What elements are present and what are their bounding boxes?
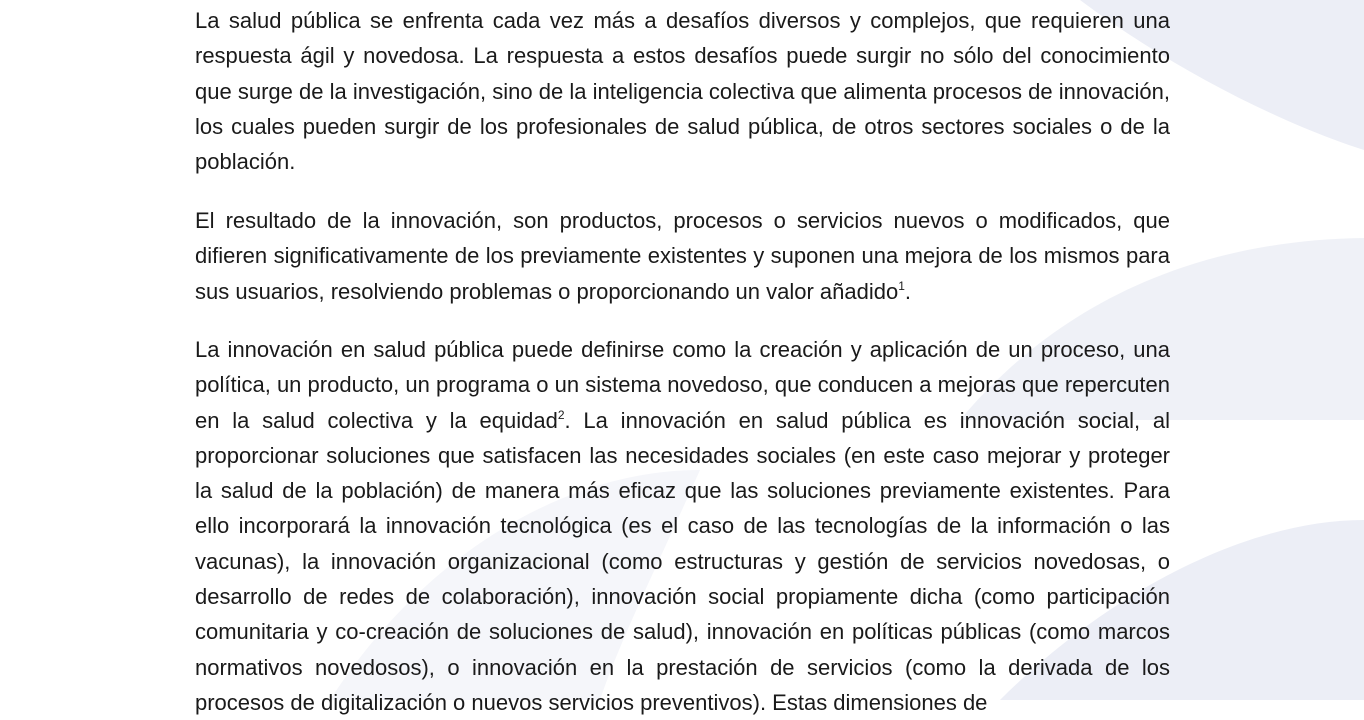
paragraph-2 [195, 203, 1170, 309]
paragraph-2-text: El resultado de la innovación, son productos, procesos o servicios nuevos o modificados, que difieren significativamente de los previamente existentes y suponen una mejora de los mismos para sus usuarios, resolviendo problemas o proporcionando un valor añadido [195, 208, 1170, 304]
paragraph-2-end: . [904, 278, 912, 304]
paragraph-1-text: La salud pública se enfrenta cada vez más a desafíos diversos y complejos, que requieren una respuesta ágil y novedosa. La respuesta a estos desafíos puede surgir no sólo del conocimiento que surge de la investigación, sino de la inteligencia colectiva que alimenta procesos de innovación, los cuales pueden surgir de los profesionales de salud pública, de otros sectores sociales o de la población. [195, 8, 1170, 175]
paragraph-3 [195, 332, 1170, 720]
paragraph-3-text-after: . La innovación en salud pública es innovación social, al proporcionar soluciones que satisfacen las necesidades sociales (en este caso mejorar y proteger la salud de la población) de manera más eficaz que las soluciones previamente existentes. Para ello incorporará la innovación tecnológica (es el caso de las tecnologías de la información o las vacunas), la innovación organizacional (como estructuras y gestión de servicios novedosas, o desarrollo de redes de colaboración), innovación social propiamente dicha (como participación comunitaria y co-creación de soluciones de salud), innovación en políticas públicas (como marcos normativos novedosos), o innovación en la prestación de servicios (como la derivada de los procesos de digitalización o nuevos servicios preventivos). Estas dimensiones de [195, 407, 1170, 715]
paragraph-3-text-before: La innovación en salud pública puede definirse como la creación y aplicación de un proceso, una política, un producto, un programa o un sistema novedoso, que conducen a mejoras que repercuten en la salud colectiva y la equidad [195, 337, 1170, 433]
footnote-ref-1: 1 [898, 278, 905, 293]
footnote-ref-2: 2 [557, 407, 565, 422]
paragraph-1 [195, 3, 1170, 179]
